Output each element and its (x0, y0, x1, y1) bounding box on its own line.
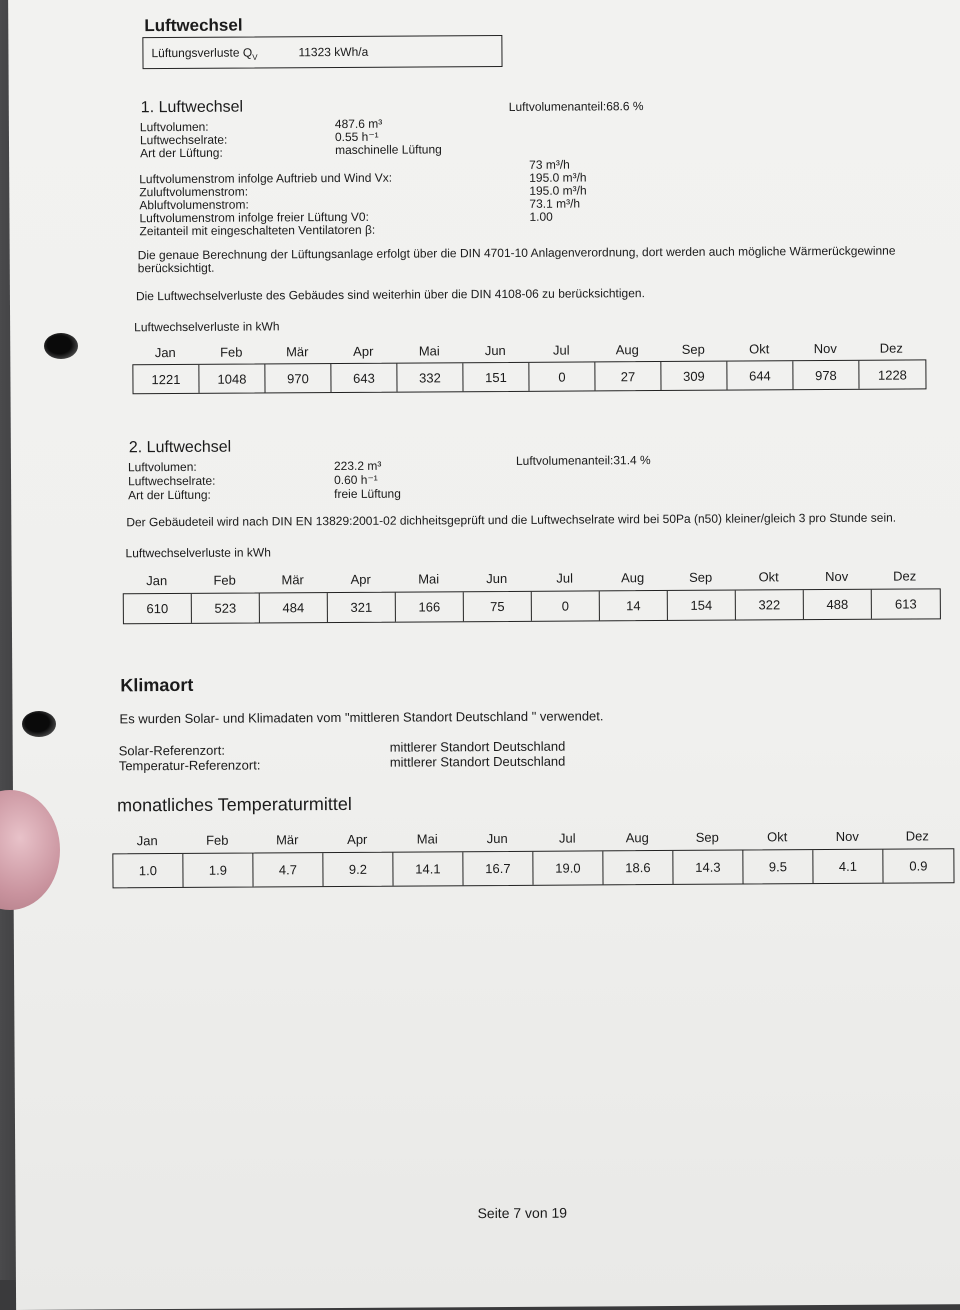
month-dez: Dez (893, 568, 917, 584)
value-cell: 643 (331, 364, 397, 392)
ventilation-loss-value: 11323 kWh/a (298, 44, 369, 60)
month-dez: Dez (905, 828, 929, 844)
section1-note-1a: Die genaue Berechnung der Lüftungsanlage erfolgt über die DIN 4701-10 Anlagenverordnung, dort werden auch mögliche Wärmerückgewinne (137, 243, 896, 263)
ventilation-loss-label: Lüftungsverluste $Q_V$ (151, 45, 258, 62)
month-apr: Apr (353, 343, 374, 359)
section2-type-label: Art der Lüftung: (128, 487, 211, 503)
value-cell: 332 (397, 363, 463, 391)
value-cell: 321 (328, 593, 396, 622)
value-cell: 523 (192, 593, 260, 622)
section1-flow-value-1: 73 m³/h (529, 157, 570, 172)
section1-note-1b: berücksichtigt. (137, 260, 215, 276)
section1-flow-value-2: 195.0 m³/h (529, 170, 587, 185)
section1-rate-value: 0.55 h⁻¹ (334, 129, 379, 145)
value-cell: 484 (260, 593, 328, 622)
month-okt: Okt (767, 829, 788, 845)
month-feb: Feb (206, 832, 229, 848)
value-cell: 488 (804, 590, 872, 619)
section2-values-row (123, 588, 941, 624)
section1-flow-value-3: 195.0 m³/h (529, 183, 587, 198)
section2-volume-label: Luftvolumen: (127, 459, 197, 475)
month-jul: Jul (556, 570, 574, 586)
temperature-cell: 0.9 (909, 858, 928, 874)
solar-reference-value: mittlerer Standort Deutschland (389, 738, 566, 755)
temperature-cell: 9.2 (323, 853, 393, 886)
temperature-cell: 14.1 (393, 852, 463, 885)
section1-flow-label-2: Zuluftvolumenstrom: (139, 184, 249, 200)
month-jun: Jun (486, 830, 508, 847)
month-apr: Apr (350, 571, 371, 587)
month-sep: Sep (689, 569, 713, 585)
value-cell: 27 (595, 362, 661, 390)
month-jan: Jan (136, 833, 158, 849)
section2-month-header (123, 568, 939, 588)
month-sep: Sep (695, 829, 719, 845)
value-cell: 322 (736, 590, 804, 619)
solar-reference-label: Solar-Referenzort: (118, 742, 225, 759)
klimaort-title: Klimaort (120, 674, 194, 696)
value-cell: 0 (532, 591, 600, 620)
section1-rate-label: Luftwechselrate: (139, 132, 228, 148)
temperature-values-row (112, 848, 954, 888)
value-cell: 166 (396, 592, 464, 621)
value-cell: 0 (529, 362, 595, 390)
section2-rate-value: 0.60 h⁻¹ (334, 472, 378, 488)
month-aug: Aug (615, 342, 639, 358)
temperature-cell: 1.0 (113, 854, 183, 887)
month-mai: Mai (418, 343, 440, 359)
section-title-luftwechsel: Luftwechsel (144, 15, 243, 36)
section2-type-value: freie Lüftung (334, 486, 401, 502)
value-cell: 75 (464, 592, 532, 621)
value-cell: 978 (793, 361, 859, 389)
month-jan: Jan (154, 344, 176, 361)
month-jul: Jul (552, 342, 570, 358)
month-mar: Mär (276, 832, 299, 848)
section1-volume-value: 487.6 m³ (334, 116, 383, 132)
month-okt: Okt (749, 341, 770, 357)
ventilation-loss-box (142, 35, 502, 69)
section1-flow-value-5: 1.00 (529, 209, 553, 224)
page-number: Seite 7 von 19 (477, 1204, 568, 1222)
section1-flow-value-4: 73.1 m³/h (529, 196, 581, 211)
month-aug: Aug (625, 830, 649, 846)
document-page (8, 0, 960, 1310)
section2-note: Der Gebäudeteil wird nach DIN EN 13829:2001-02 dichheitsgeprüft und die Luftwechselrate wird bei 50Pa (n50) kleiner/gleich 3 pro Stunde sein. (126, 510, 897, 530)
month-feb: Feb (213, 572, 236, 588)
month-feb: Feb (220, 344, 243, 360)
punch-hole-icon (44, 333, 78, 359)
month-aug: Aug (621, 570, 645, 586)
month-mar: Mär (286, 344, 309, 360)
month-mai: Mai (418, 571, 440, 587)
temperature-cell: 19.0 (533, 851, 603, 884)
section2-rate-label: Luftwechselrate: (128, 473, 216, 489)
month-okt: Okt (758, 569, 779, 585)
temperature-cell: 18.6 (603, 851, 673, 884)
section1-note-2: Die Luftwechselverluste des Gebäudes sind weiterhin über die DIN 4108-06 zu berücksichtigen. (135, 286, 645, 304)
value-cell: 644 (727, 361, 793, 389)
section1-flow-label-1: Luftvolumenstrom infolge Auftrieb und Wind Vx: (139, 170, 393, 187)
section2-table-title: Luftwechselverluste in kWh (125, 545, 271, 561)
temperature-cell: 1.9 (183, 854, 253, 887)
value-cell: 970 (265, 364, 331, 392)
month-jan: Jan (146, 573, 168, 589)
value-cell: 613 (894, 596, 917, 612)
section1-volume-label: Luftvolumen: (139, 119, 209, 135)
section2-share: Luftvolumenanteil:31.4 % (515, 453, 651, 468)
section2-volume-value: 223.2 m³ (333, 458, 382, 474)
temperature-month-header (112, 828, 952, 848)
section1-title: 1. Luftwechsel (140, 98, 244, 117)
temperature-cell: 9.5 (743, 850, 813, 883)
section1-share: Luftvolumenanteil:68.6 % (508, 99, 644, 114)
month-dez: Dez (879, 340, 903, 356)
value-cell: 1048 (199, 364, 265, 392)
month-sep: Sep (681, 341, 705, 357)
temperature-reference-value: mittlerer Standort Deutschland (389, 753, 566, 770)
temperature-cell: 4.1 (813, 850, 883, 883)
value-cell: 610 (124, 594, 192, 623)
value-cell: 309 (661, 362, 727, 390)
value-cell: 1228 (877, 367, 907, 383)
section1-type-value: maschinelle Lüftung (335, 142, 442, 158)
section1-flow-label-4: Luftvolumenstrom infolge freier Lüftung V0: (139, 209, 369, 226)
month-nov: Nov (813, 340, 837, 357)
section1-month-header (132, 340, 924, 360)
value-cell: 151 (463, 363, 529, 391)
section1-flow-label-5: Zeitanteil mit eingeschalteten Ventilatoren β: (139, 222, 376, 239)
section1-table-title: Luftwechselverluste in kWh (134, 319, 280, 335)
value-cell: 1221 (133, 365, 199, 393)
temperature-title: monatliches Temperaturmittel (116, 793, 352, 816)
temperature-cell: 16.7 (463, 852, 533, 885)
temperature-cell: 14.3 (673, 851, 743, 884)
section2-title: 2. Luftwechsel (128, 438, 232, 457)
section1-type-label: Art der Lüftung: (140, 145, 223, 161)
month-jun: Jun (486, 570, 508, 587)
value-cell: 154 (668, 591, 736, 620)
klimaort-text: Es wurden Solar- und Klimadaten vom "mittleren Standort Deutschland " verwendet. (119, 708, 604, 727)
section1-flow-label-3: Abluftvolumenstrom: (139, 197, 249, 213)
month-nov: Nov (825, 568, 849, 585)
month-jun: Jun (484, 342, 506, 359)
section1-values-row (132, 359, 926, 394)
temperature-reference-label: Temperatur-Referenzort: (118, 757, 261, 774)
temperature-cell: 4.7 (253, 853, 323, 886)
value-cell: 14 (600, 591, 668, 620)
month-apr: Apr (347, 831, 368, 847)
month-mai: Mai (416, 831, 438, 847)
month-mar: Mär (281, 572, 304, 588)
punch-hole-icon (22, 711, 56, 737)
month-nov: Nov (835, 828, 859, 844)
month-jul: Jul (558, 830, 576, 846)
